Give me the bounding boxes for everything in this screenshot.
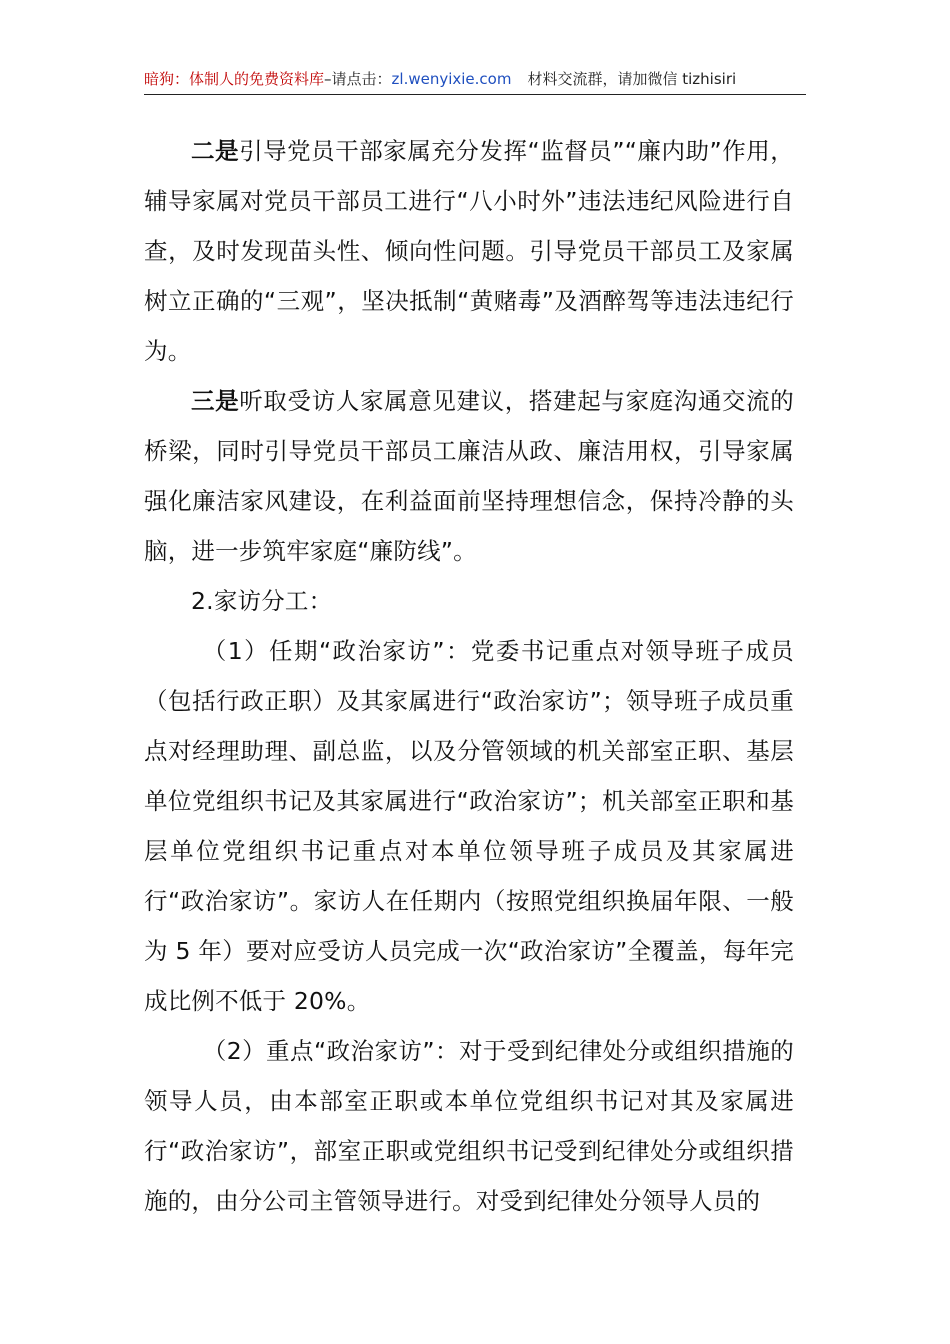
paragraph-three	[144, 376, 794, 576]
header-link[interactable]: zl.wenyixie.com	[391, 70, 512, 88]
header-prompt: –请点击：	[324, 70, 392, 88]
subparagraph-term-visit: （1）任期“政治家访”：党委书记重点对领导班子成员（包括行政正职）及其家属进行“政治家访”；领导班子成员重点对经理助理、副总监，以及分管领域的机关部室正职、基层单位党组织书记及其家属进行“政治家访”；机关部室正职和基层单位党组织书记重点对本单位领导班子成员及其家属进行“政治家访”。家访人在任期内（按照党组织换届年限、一般为 5 年）要对应受访人员完成一次“政治家访”全覆盖，每年完成比例不低于 20%。	[144, 637, 794, 1015]
header-group-note: 材料交流群，请加微信 tizhisiri	[527, 70, 737, 88]
paragraph-text: 听取受访人家属意见建议，搭建起与家庭沟通交流的桥梁，同时引导党员干部员工廉洁从政、廉洁用权，引导家属强化廉洁家风建设，在利益面前坚持理想信念，保持冷静的头脑，进一步筑牢家庭“廉防线”。	[144, 387, 794, 565]
document-body	[144, 126, 794, 1226]
paragraph-lead: 二是	[191, 137, 240, 165]
page-header	[144, 68, 806, 95]
paragraph-text: 引导党员干部家属充分发挥“监督员”“廉内助”作用，辅导家属对党员干部员工进行“八小时外”违法违纪风险进行自查，及时发现苗头性、倾向性问题。引导党员干部员工及家属树立正确的“三观”，坚决抵制“黄赌毒”及酒醉驾等违法违纪行为。	[144, 137, 794, 365]
header-brand: 暗狗：体制人的免费资料库	[144, 70, 325, 88]
subparagraph-key-visit: （2）重点“政治家访”：对于受到纪律处分或组织措施的领导人员，由本部室正职或本单位党组织书记对其及家属进行“政治家访”，部室正职或党组织书记受到纪律处分或组织措施的，由分公司主管领导进行。对受到纪律处分领导人员的	[144, 1037, 794, 1215]
paragraph-two	[144, 126, 794, 376]
section-heading: 2.家访分工：	[191, 587, 333, 615]
paragraph-lead: 三是	[191, 387, 240, 415]
